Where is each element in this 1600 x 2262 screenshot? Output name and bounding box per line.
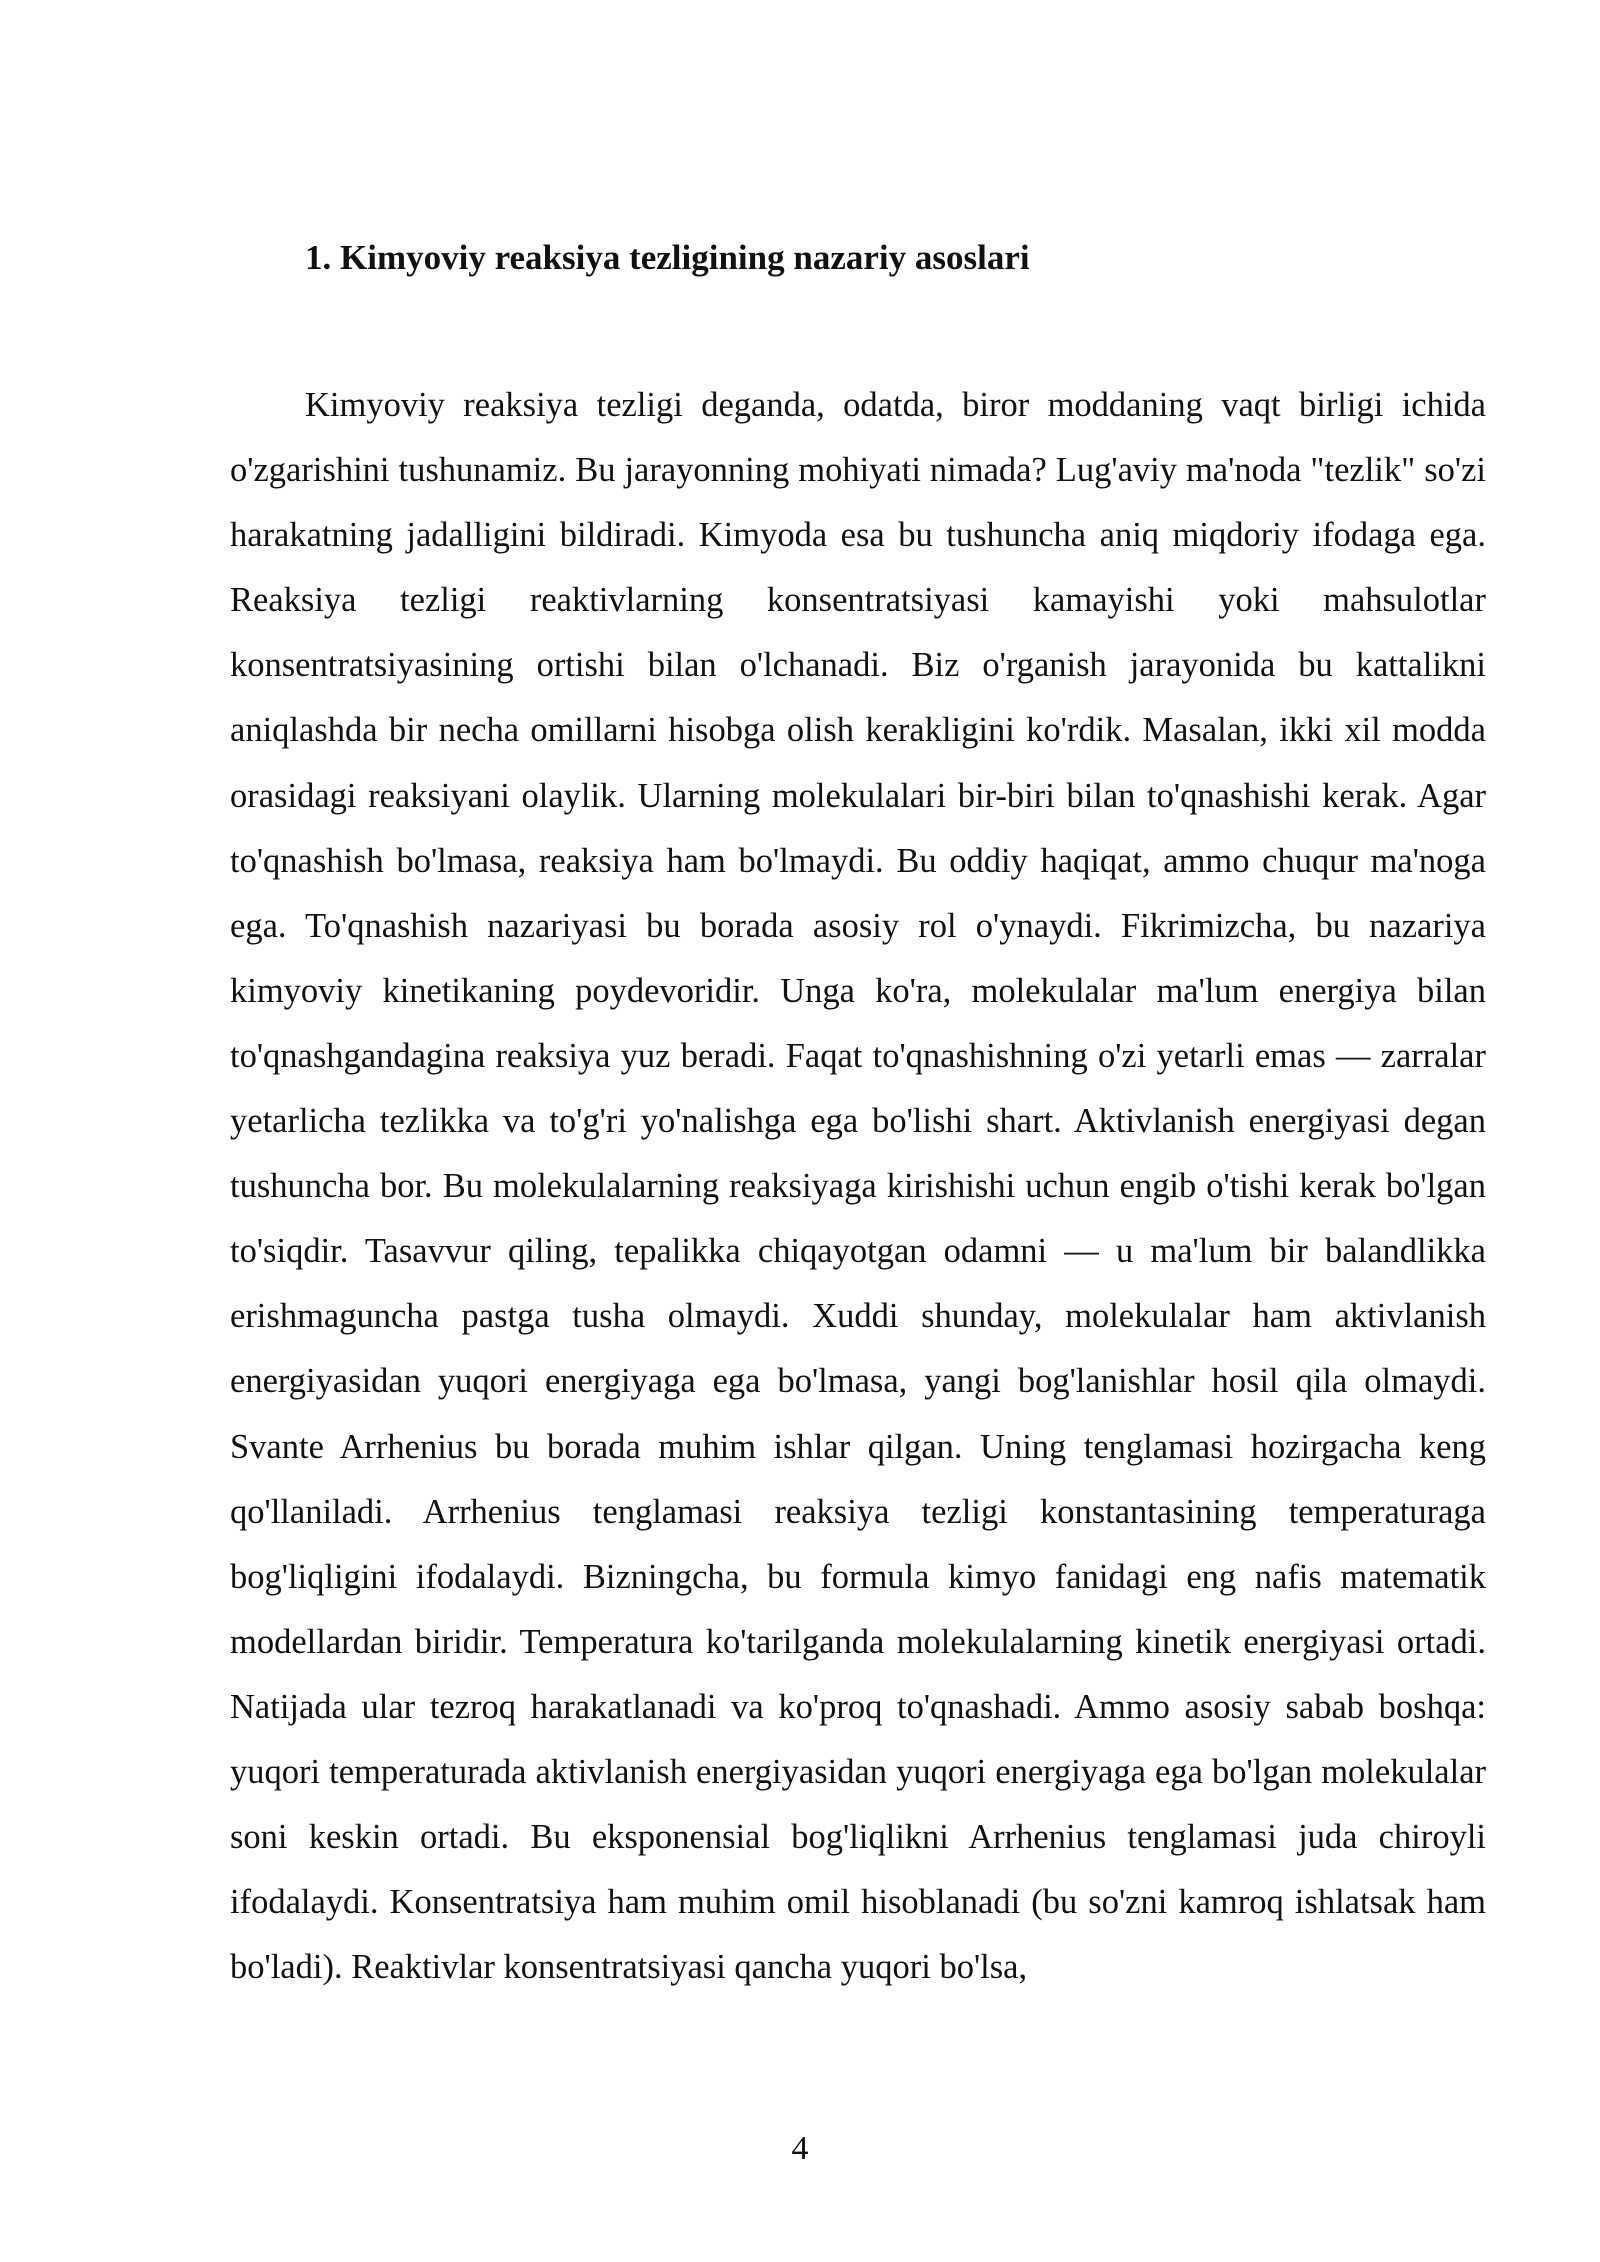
page-number: 4 (791, 2130, 809, 2167)
body-paragraph: Kimyoviy reaksiya tezligi deganda, odatda, biror moddaning vaqt birligi ichida o'zgarishini tushunamiz. Bu jarayonning mohiyati nimada? Lug'aviy ma'noda "tezlik" so'zi harakatning jadalligini bildiradi. Kimyoda esa bu tushuncha aniq miqdoriy ifodaga ega. Reaksiya tezligi reaktivlarning konsentratsiyasi kamayishi yoki mahsulotlar konsentratsiyasining ortishi bilan o'lchanadi. Biz o'rganish jarayonida bu kattalikni aniqlashda bir necha omillarni hisobga olish kerakligini ko'rdik. Masalan, ikki xil modda orasidagi reaksiyani olaylik. Ularning molekulalari bir-biri bilan to'qnashishi kerak. Agar to'qnashish bo'lmasa, reaksiya ham bo'lmaydi. Bu oddiy haqiqat, ammo chuqur ma'noga ega. To'qnashish nazariyasi bu borada asosiy rol o'ynaydi. Fikrimizcha, bu nazariya kimyoviy kinetikaning poydevoridir. Unga ko'ra, molekulalar ma'lum energiya bilan to'qnashgandagina reaksiya yuz beradi. Faqat to'qnashishning o'zi yetarli emas — zarralar yetarlicha tezlikka va to'g'ri yo'nalishga ega bo'lishi shart. Aktivlanish energiyasi degan tushuncha bor. Bu molekulalarning reaksiyaga kirishishi uchun engib o'tishi kerak bo'lgan to'siqdir. Tasavvur qiling, tepalikka chiqayotgan odamni — u ma'lum bir balandlikka erishmaguncha pastga tusha olmaydi. Xuddi shunday, molekulalar ham aktivlanish energiyasidan yuqori energiyaga ega bo'lmasa, yangi bog'lanishlar hosil qila olmaydi. Svante Arrhenius bu borada muhim ishlar qilgan. Uning tenglamasi hozirgacha keng qo'llaniladi. Arrhenius tenglamasi reaksiya tezligi konstantasining temperaturaga bog'liqligini ifodalaydi. Bizningcha, bu formula kimyo fanidagi eng nafis matematik modellardan biridir. Temperatura ko'tarilganda molekulalarning kinetik energiyasi ortadi. Natijada ular tezroq harakatlanadi va ko'proq to'qnashadi. Ammo asosiy sabab boshqa: yuqori temperaturada aktivlanish energiyasidan yuqori energiyaga ega bo'lgan molekulalar soni keskin ortadi. Bu eksponensial bog'liqlikni Arrhenius tenglamasi juda chiroyli ifodalaydi. Konsentratsiya ham muhim omil hisoblanadi (bu so'zni kamroq ishlatsak ham bo'ladi). Reaktivlar konsentratsiyasi qancha yuqori bo'lsa, (230, 386, 1486, 1987)
section-heading: 1. Kimyoviy reaksiya tezligining nazariy asoslari (305, 238, 1030, 277)
